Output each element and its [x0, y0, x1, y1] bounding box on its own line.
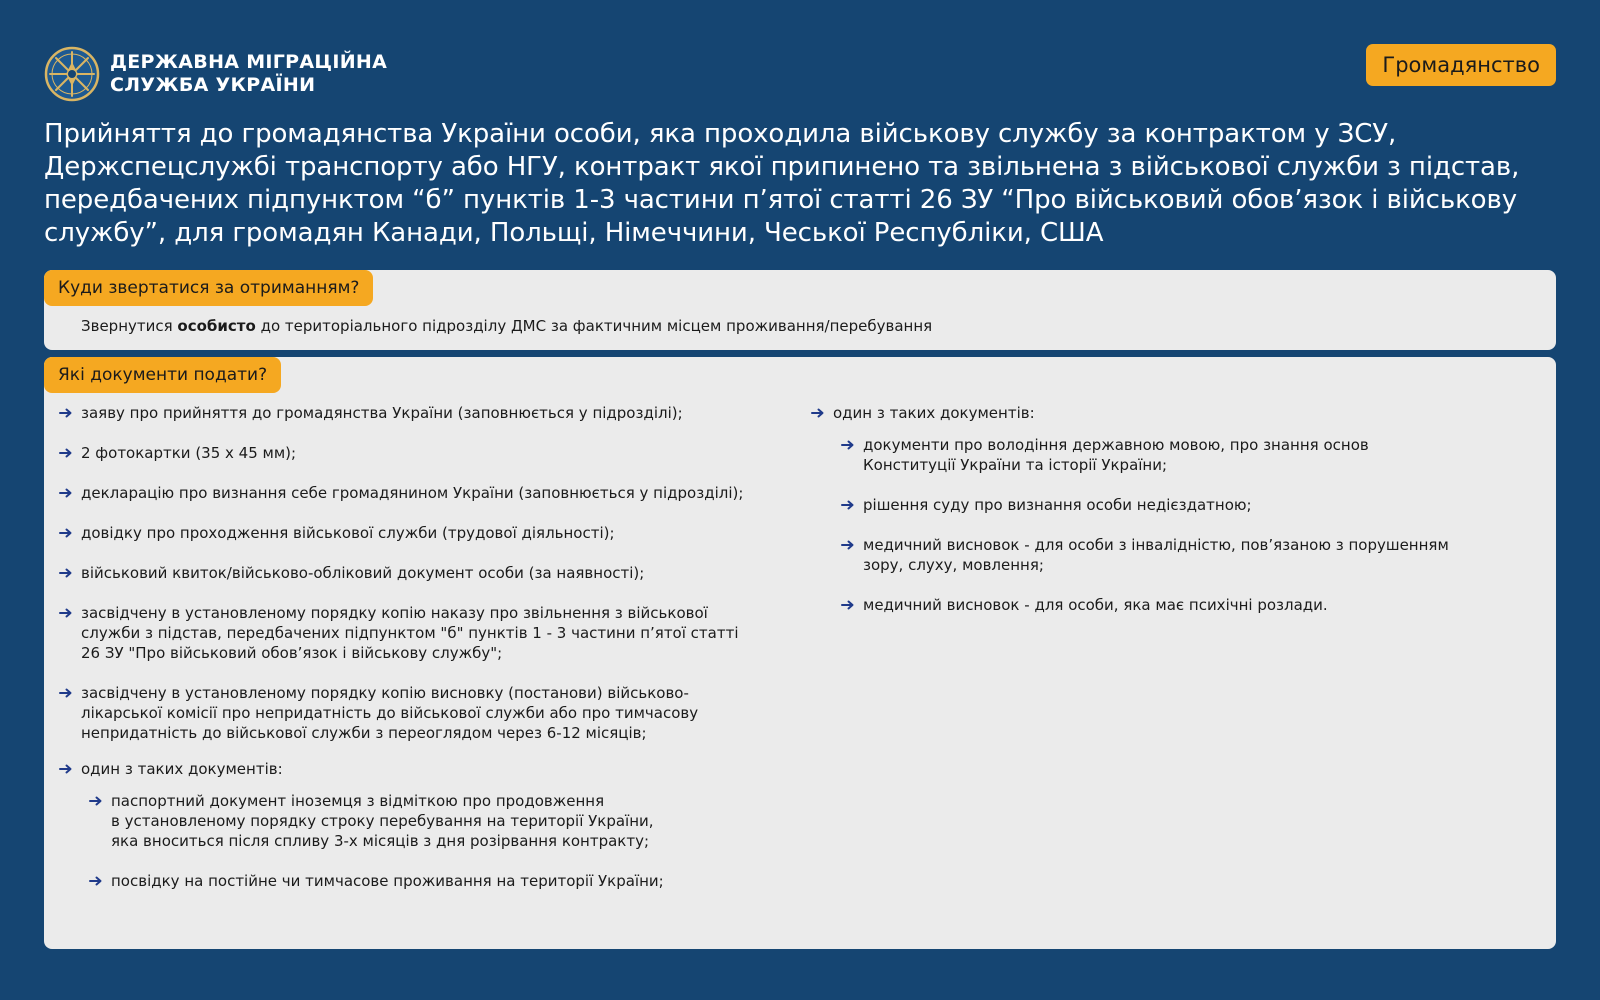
arrow-right-icon: [841, 598, 855, 612]
document-item: [57, 403, 757, 423]
org-name-line1: ДЕРЖАВНА МІГРАЦІЙНА: [110, 51, 388, 73]
arrow-right-icon: [811, 406, 825, 420]
arrow-right-icon: [841, 538, 855, 552]
org-name: [110, 51, 387, 97]
documents-card: [44, 357, 1556, 949]
arrow-right-icon: [59, 526, 73, 540]
document-sub-list: [839, 435, 1529, 615]
page-title: Прийняття до громадянства України особи, яка проходила військову службу за контрактом у ЗСУ, Держспецслужбі транспорту або НГУ, контракт якої припинено та звільнена з військової служби з підстав, передбачених підпунктом “б” пунктів 1-3 частини п’ятої статті 26 ЗУ “Про військовий обов’язок і військову службу”, для громадян Канади, Польщі, Німеччини, Чеської Республіки, США: [44, 119, 1520, 248]
where-text: [81, 317, 932, 335]
document-item: [57, 483, 757, 503]
document-item-text: медичний висновок - для особи з інвалідністю, пов’язаною з порушенням зору, слуху, мовлення;: [863, 536, 1449, 574]
arrow-right-icon: [89, 874, 103, 888]
document-item: [87, 791, 757, 851]
document-item: [839, 595, 1529, 615]
document-item: [57, 603, 757, 663]
where-label: Куди звертатися за отриманням?: [44, 270, 373, 306]
document-item: [839, 435, 1529, 475]
header: [44, 44, 387, 104]
document-group: [57, 759, 757, 891]
arrow-right-icon: [59, 566, 73, 580]
document-group-label: один з таких документів:: [833, 404, 1035, 422]
document-item-text: засвідчену в установленому порядку копію висновку (постанови) військово-лікарської комісії про непридатність до військової служби або про тимчасову непридатність до військової служби з переоглядом через 6-12 місяців;: [81, 684, 699, 742]
arrow-right-icon: [59, 686, 73, 700]
arrow-right-icon: [59, 446, 73, 460]
document-item: [87, 871, 757, 891]
document-item-text: посвідку на постійне чи тимчасове проживання на території України;: [111, 872, 664, 890]
document-item: [839, 495, 1529, 515]
arrow-right-icon: [59, 486, 73, 500]
arrow-right-icon: [59, 606, 73, 620]
document-item-text: 2 фотокартки (35 х 45 мм);: [81, 444, 297, 462]
document-item-text: військовий квиток/військово-обліковий документ особи (за наявності);: [81, 564, 645, 582]
document-sub-list: [87, 791, 757, 891]
arrow-right-icon: [59, 762, 73, 776]
where-text-after: до територіального підрозділу ДМС за фактичним місцем проживання/перебування: [255, 317, 933, 335]
document-item-text: довідку про проходження військової служби (трудової діяльності);: [81, 524, 615, 542]
category-badge: Громадянство: [1366, 44, 1556, 86]
document-item-text: декларацію про визнання себе громадянином України (заповнюється у підрозділі);: [81, 484, 744, 502]
document-item-text: засвідчену в установленому порядку копію наказу про звільнення з військової служби з підстав, передбачених підпунктом "б" пунктів 1 - 3 частини п’ятої статті 26 ЗУ "Про військовий обов’язок і військову службу";: [81, 604, 739, 662]
document-item: [57, 523, 757, 543]
arrow-right-icon: [841, 498, 855, 512]
document-item-text: документи про володіння державною мовою, про знання основ Конституції України та історії України;: [863, 436, 1369, 474]
document-item: [57, 683, 757, 743]
org-name-line2: СЛУЖБА УКРАЇНИ: [110, 74, 316, 96]
arrow-right-icon: [841, 438, 855, 452]
document-item: [839, 535, 1529, 575]
documents-left-list: [57, 403, 757, 911]
dmsu-emblem-icon: [44, 44, 100, 104]
document-group: [809, 403, 1529, 615]
document-item-text: медичний висновок - для особи, яка має психічні розлади.: [863, 596, 1328, 614]
where-text-bold: особисто: [177, 317, 256, 335]
document-item-text: рішення суду про визнання особи недієздатною;: [863, 496, 1252, 514]
document-item: [57, 443, 757, 463]
documents-right-list: [809, 403, 1529, 635]
where-text-before: Звернутися: [81, 317, 178, 335]
document-group-label: один з таких документів:: [81, 760, 283, 778]
documents-label: Які документи подати?: [44, 357, 281, 393]
arrow-right-icon: [59, 406, 73, 420]
arrow-right-icon: [89, 794, 103, 808]
document-item: [57, 563, 757, 583]
where-card: [44, 270, 1556, 350]
document-item-text: заяву про прийняття до громадянства України (заповнюється у підрозділі);: [81, 404, 683, 422]
document-item-text: паспортний документ іноземця з відміткою про продовження в установленому порядку строку перебування на території України, яка вноситься після спливу 3-х місяців з дня розірвання контракту;: [111, 792, 654, 850]
